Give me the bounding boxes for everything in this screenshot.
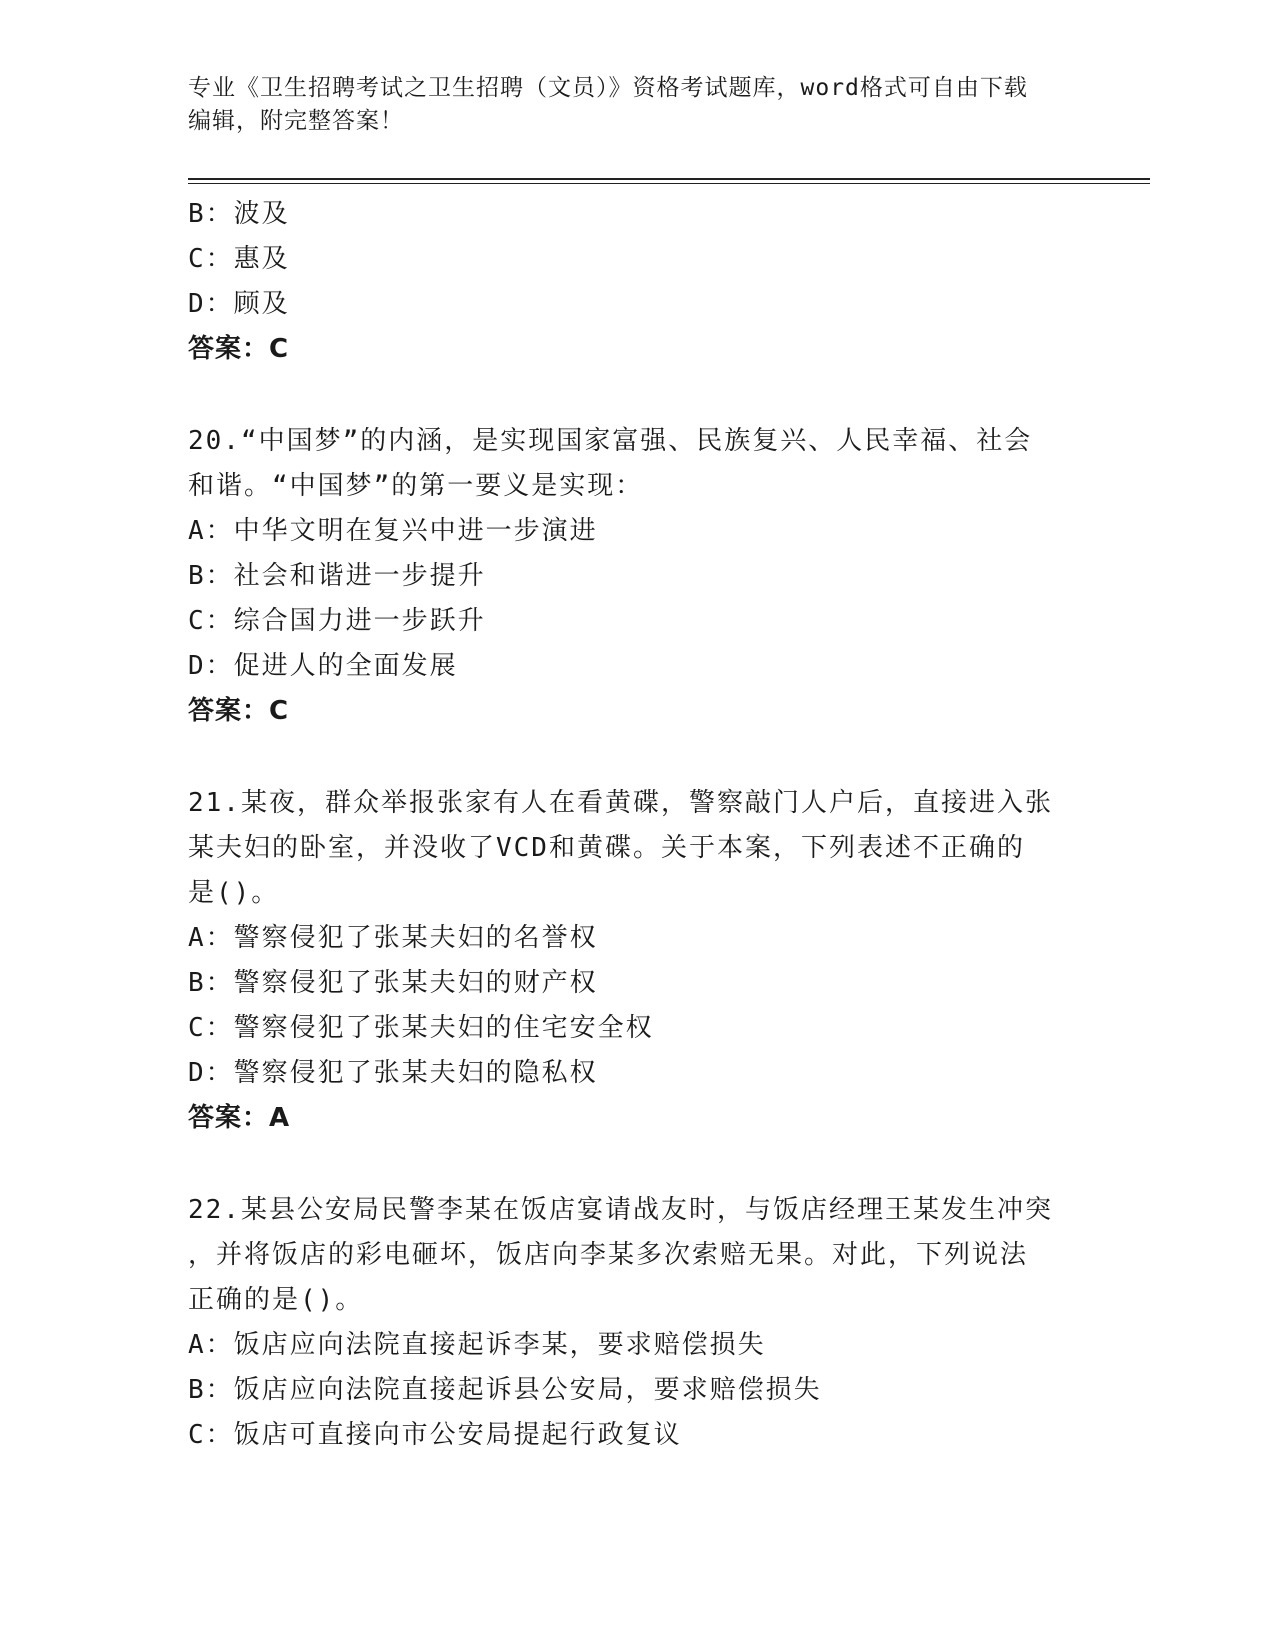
question-stem: 21.某夜，群众举报张家有人在看黄碟，警察敲门人户后，直接进入张	[188, 788, 1053, 818]
header-line-1: 专业《卫生招聘考试之卫生招聘（文员）》资格考试题库，word格式可自由下载	[188, 75, 1028, 101]
option-c: C：综合国力进一步跃升	[188, 606, 486, 636]
answer-line: 答案：C	[188, 696, 290, 726]
option-d: D：促进人的全面发展	[188, 651, 458, 681]
question-stem: 20.“中国梦”的内涵，是实现国家富强、民族复兴、人民幸福、社会	[188, 426, 1033, 456]
answer-line: 答案：C	[188, 334, 290, 364]
option-a: A：饭店应向法院直接起诉李某，要求赔偿损失	[188, 1330, 766, 1360]
header-divider	[188, 178, 1150, 184]
document-header	[188, 72, 1068, 138]
spacer	[188, 1141, 1088, 1188]
question-list	[188, 192, 1088, 1458]
question-stem: 是()。	[188, 878, 280, 908]
option-b: B：警察侵犯了张某夫妇的财产权	[188, 968, 598, 998]
question-21	[188, 781, 1088, 1141]
option-c: C：惠及	[188, 244, 290, 274]
question-22	[188, 1188, 1088, 1458]
question-stem: 22.某县公安局民警李某在饭店宴请战友时，与饭店经理王某发生冲突	[188, 1195, 1053, 1225]
option-b: B：饭店应向法院直接起诉县公安局，要求赔偿损失	[188, 1375, 822, 1405]
question-stem: 某夫妇的卧室，并没收了VCD和黄碟。关于本案，下列表述不正确的	[188, 833, 1025, 863]
spacer	[188, 734, 1088, 781]
header-line-2: 编辑，附完整答案！	[188, 108, 404, 134]
option-a: A：中华文明在复兴中进一步演进	[188, 516, 598, 546]
question-19	[188, 192, 1088, 372]
question-stem: 正确的是()。	[188, 1285, 364, 1315]
question-20	[188, 419, 1088, 734]
answer-line: 答案：A	[188, 1103, 291, 1133]
question-stem: ，并将饭店的彩电砸坏，饭店向李某多次索赔无果。对此，下列说法	[188, 1240, 1029, 1270]
option-c: C：警察侵犯了张某夫妇的住宅安全权	[188, 1013, 654, 1043]
option-b: B：社会和谐进一步提升	[188, 561, 486, 591]
option-d: D：警察侵犯了张某夫妇的隐私权	[188, 1058, 598, 1088]
option-b: B：波及	[188, 199, 290, 229]
question-stem: 和谐。“中国梦”的第一要义是实现：	[188, 471, 644, 501]
option-c: C：饭店可直接向市公安局提起行政复议	[188, 1420, 682, 1450]
option-d: D：顾及	[188, 289, 290, 319]
option-a: A：警察侵犯了张某夫妇的名誉权	[188, 923, 598, 953]
spacer	[188, 372, 1088, 419]
